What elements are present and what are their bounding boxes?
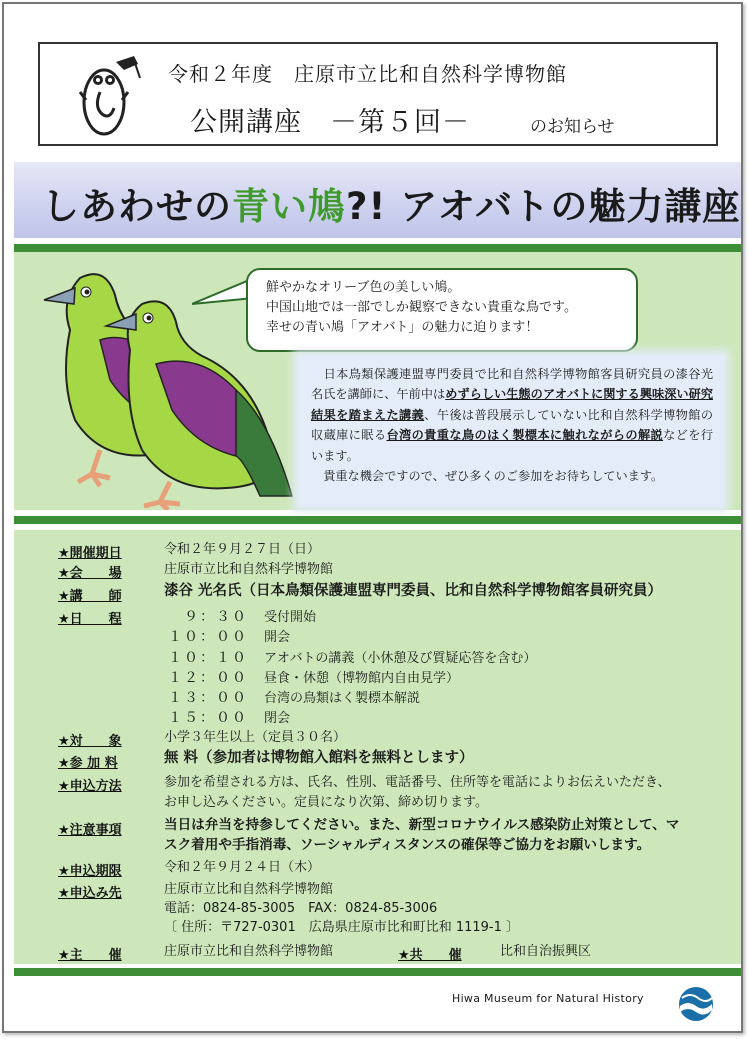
schedule-event: 開会: [264, 630, 291, 645]
bubble-line: 幸せの青い鳩「アオバト」の魅力に迫ります！: [266, 320, 539, 335]
divider-rule-bottom: [14, 968, 741, 976]
detail-label-cosponsor: ★共 催: [398, 948, 462, 963]
schedule-event: アオバトの講義（小休憩及び質疑応答を含む）: [264, 651, 537, 666]
detail-value-cosponsor: 比和自治振興区: [500, 944, 592, 959]
header-organization: 令和２年度 庄原市立比和自然科学博物館: [168, 62, 567, 86]
detail-label-organizer: ★主 催: [58, 948, 122, 963]
title-part-3: ?! アオバトの魅力講座: [346, 185, 741, 228]
detail-value-deadline: 令和２年９月２４日（木）: [164, 860, 321, 875]
schedule-event: 閉会: [264, 711, 291, 726]
title-band: [14, 162, 741, 238]
schedule-event: 受付開始: [264, 610, 317, 625]
speech-bubble: [246, 268, 638, 352]
bubble-line: 中国山地では一部でしか観察できない貴重な鳥です。: [266, 300, 577, 315]
schedule-row: [164, 707, 290, 727]
description-text: 、午後は普段展示していない比和自然科学博物館の収蔵庫に眠る: [311, 407, 714, 443]
schedule-event: 昼食・休憩（博物館内自由見学）: [264, 671, 460, 686]
flyer-page: [2, 2, 743, 1033]
description-highlight: めずらしい生態のアオバトに関する興味深い研究結果を踏まえた講義: [311, 387, 714, 422]
schedule-time: １２：００: [168, 670, 248, 686]
detail-value-apply-2: お申し込みください。定員になり次第、締め切ります。: [164, 795, 488, 810]
schedule-row: [164, 667, 459, 687]
museum-emblem-icon: [678, 986, 714, 1022]
schedule-row: [164, 606, 316, 626]
detail-value-organizer: 庄原市立比和自然科学博物館: [164, 944, 334, 959]
detail-label-lecturer: ★講 師: [58, 589, 122, 604]
description-box: [299, 356, 723, 506]
schedule-row: [164, 626, 290, 646]
divider-rule-middle: [14, 516, 741, 524]
detail-label-apply: ★申込方法: [58, 779, 122, 794]
detail-value-venue: 庄原市立比和自然科学博物館: [164, 562, 334, 577]
detail-value-apply-1: 参加を希望される方は、氏名、性別、電話番号、住所等を電話によりお伝えいただき、: [164, 775, 671, 790]
detail-value-date: 令和２年９月２７日（日）: [164, 542, 321, 557]
divider-rule-top: [14, 244, 741, 252]
museum-mascot-logo-icon: [76, 52, 142, 140]
detail-label-notes: ★注意事項: [58, 823, 122, 838]
header-notice: のお知らせ: [530, 117, 615, 137]
detail-value-fee: 無 料（参加者は博物館入館料を無料とします）: [164, 750, 474, 766]
detail-value-notes-2: スク着用や手指消毒、ソーシャルディスタンスの確保等ご協力をお願いします。: [164, 837, 651, 853]
header-box: [38, 42, 718, 146]
details-panel: [14, 530, 741, 964]
detail-value-target: 小学３年生以上（定員３０名）: [164, 730, 347, 745]
speech-bubble-tail-icon: [192, 274, 254, 310]
schedule-time: １０：１０: [168, 650, 248, 666]
page-title: [42, 176, 740, 230]
detail-label-contact: ★申込み先: [58, 886, 122, 901]
description-highlight: 台湾の貴重な鳥のはく製標本に触れながらの解説: [386, 428, 664, 443]
detail-value-contact-phone: 電話：0824-85-3005 FAX：0824-85-3006: [164, 901, 438, 916]
description-paragraph: [311, 364, 713, 466]
schedule-time: １０：００: [168, 629, 248, 645]
schedule-time: １５：００: [168, 710, 248, 726]
footer-museum-name: Hiwa Museum for Natural History: [452, 992, 644, 1005]
header-lecture-number: 公開講座 －第５回－: [190, 107, 470, 138]
schedule-time: １３：００: [168, 690, 248, 706]
detail-label-target: ★対 象: [58, 734, 122, 749]
bubble-line: 鮮やかなオリーブ色の美しい鳩。: [266, 280, 461, 295]
detail-value-contact-address: 〔 住所：〒727-0301 広島県庄原市比和町比和 1119-1 〕: [164, 920, 520, 935]
description-text: などを行います。: [311, 428, 714, 463]
detail-value-contact-name: 庄原市立比和自然科学博物館: [164, 882, 334, 897]
detail-label-date: ★開催期日: [58, 546, 122, 561]
detail-label-venue: ★会 場: [58, 566, 122, 581]
title-part-1: しあわせの: [42, 185, 232, 228]
description-text: 貴重な機会ですので、ぜひ多くのご参加をお待ちしています。: [323, 469, 664, 484]
detail-label-fee: ★参 加 料: [58, 756, 118, 771]
detail-label-deadline: ★申込期限: [58, 864, 122, 879]
description-closing: [311, 466, 713, 486]
title-part-accent: 青い鳩: [232, 185, 346, 228]
schedule-row: [164, 647, 536, 667]
detail-label-schedule: ★日 程: [58, 612, 122, 627]
schedule-event: 台湾の鳥類はく製標本解説: [264, 691, 421, 706]
detail-value-lecturer: 漆谷 光名氏（日本鳥類保護連盟専門委員、比和自然科学博物館客員研究員）: [164, 583, 663, 599]
description-text: 日本鳥類保護連盟専門委員で比和自然科学博物館客員研究員の漆谷光名氏を講師に、午前中は: [311, 367, 714, 402]
schedule-time: ９：３０: [184, 609, 248, 625]
detail-value-notes-1: 当日は弁当を持参してください。また、新型コロナウイルス感染防止対策として、マ: [164, 817, 680, 833]
schedule-row: [164, 687, 420, 707]
